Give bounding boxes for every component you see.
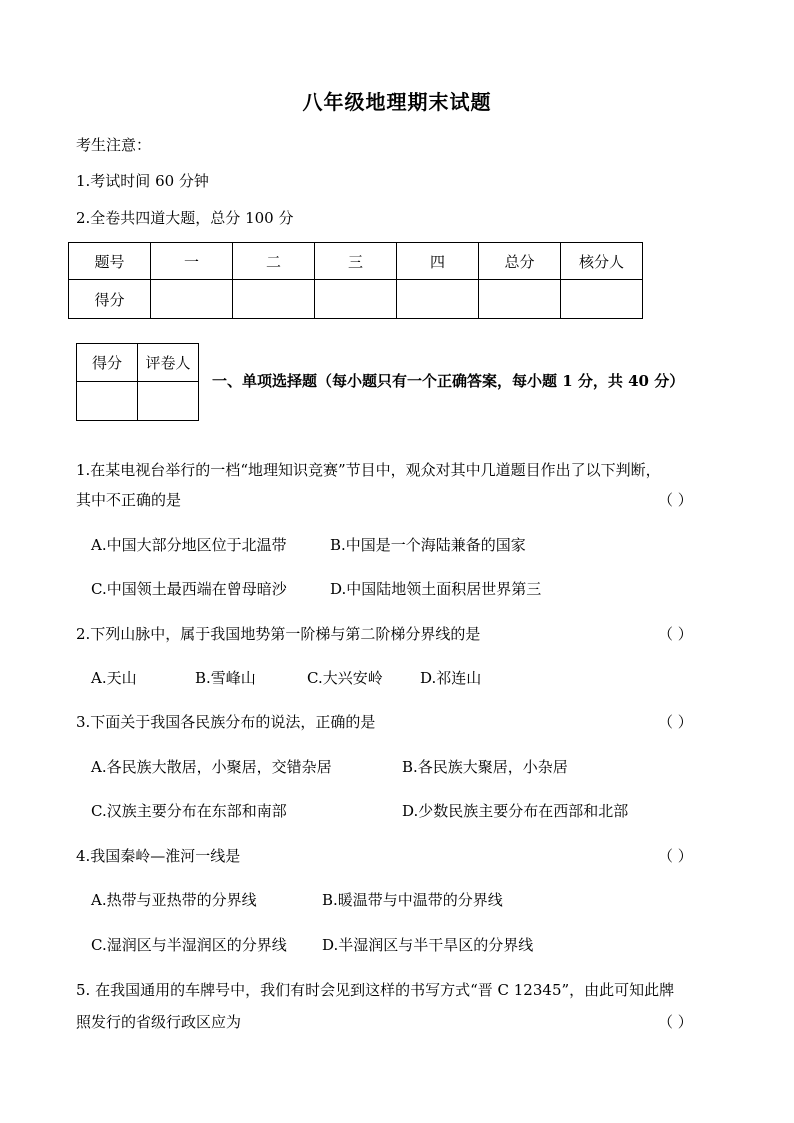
question-5-stem-line2: 照发行的省级行政区应为 [76,1013,242,1031]
question-2-option-b: B.雪峰山 [195,669,256,687]
question-4-stem: 4.我国秦岭—淮河一线是 [76,847,241,865]
grader-score-cell [77,382,138,421]
question-1-option-a: A.中国大部分地区位于北温带 [91,536,287,554]
score-table-header: 二 [233,243,315,280]
question-1-option-d: D.中国陆地领土面积居世界第三 [330,580,542,598]
score-table-header: 题号 [69,243,151,280]
score-table-header: 一 [151,243,233,280]
answer-paren: （ ） [658,847,693,865]
grader-name-cell [138,382,199,421]
score-cell [233,280,315,319]
score-cell [151,280,233,319]
page-title: 八年级地理期末试题 [302,90,492,114]
question-4-option-c: C.湿润区与半湿润区的分界线 [91,936,287,954]
question-3-stem: 3.下面关于我国各民族分布的说法，正确的是 [76,713,376,731]
grader-box [76,343,199,421]
answer-paren: （ ） [658,491,693,509]
score-cell [397,280,479,319]
answer-paren: （ ） [658,625,693,643]
question-2-option-c: C.大兴安岭 [307,669,383,687]
question-3-option-c: C.汉族主要分布在东部和南部 [91,802,287,820]
grader-name-label: 评卷人 [138,344,199,382]
score-table-row [69,280,643,319]
question-1-stem-line2: 其中不正确的是 [76,491,182,509]
notice-item-1: 1.考试时间 60 分钟 [76,172,209,190]
notice-heading: 考生注意： [76,136,152,154]
question-1-option-b: B.中国是一个海陆兼备的国家 [330,536,526,554]
notice-item-2: 2.全卷共四道大题，总分 100 分 [76,209,294,227]
score-cell [315,280,397,319]
score-row-label: 得分 [69,280,151,319]
answer-paren: （ ） [658,1013,693,1031]
score-table-header: 四 [397,243,479,280]
question-2-option-d: D.祁连山 [420,669,482,687]
answer-paren: （ ） [658,713,693,731]
score-table-header: 核分人 [561,243,643,280]
grader-score-label: 得分 [77,344,138,382]
score-cell [561,280,643,319]
question-2-option-a: A.天山 [91,669,137,687]
question-3-option-a: A.各民族大散居，小聚居，交错杂居 [91,758,332,776]
question-4-option-d: D.半湿润区与半干旱区的分界线 [322,936,534,954]
score-table-header: 总分 [479,243,561,280]
score-cell [479,280,561,319]
question-4-option-b: B.暖温带与中温带的分界线 [322,891,503,909]
question-1-stem-line1: 1.在某电视台举行的一档“地理知识竞赛”节目中，观众对其中几道题目作出了以下判断， [76,461,661,479]
score-table-header-row [69,243,643,280]
score-table-header: 三 [315,243,397,280]
question-5-stem-line1: 5. 在我国通用的车牌号中，我们有时会见到这样的书写方式“晋 C 12345”，由此可知此牌 [76,981,675,999]
section-title: 一、单项选择题（每小题只有一个正确答案，每小题 1 分，共 40 分） [212,372,685,390]
question-2-stem: 2.下列山脉中，属于我国地势第一阶梯与第二阶梯分界线的是 [76,625,481,643]
question-3-option-b: B.各民族大聚居，小杂居 [402,758,568,776]
score-table [68,242,643,319]
question-3-option-d: D.少数民族主要分布在西部和北部 [402,802,629,820]
question-4-option-a: A.热带与亚热带的分界线 [91,891,257,909]
question-1-option-c: C.中国领土最西端在曾母暗沙 [91,580,287,598]
